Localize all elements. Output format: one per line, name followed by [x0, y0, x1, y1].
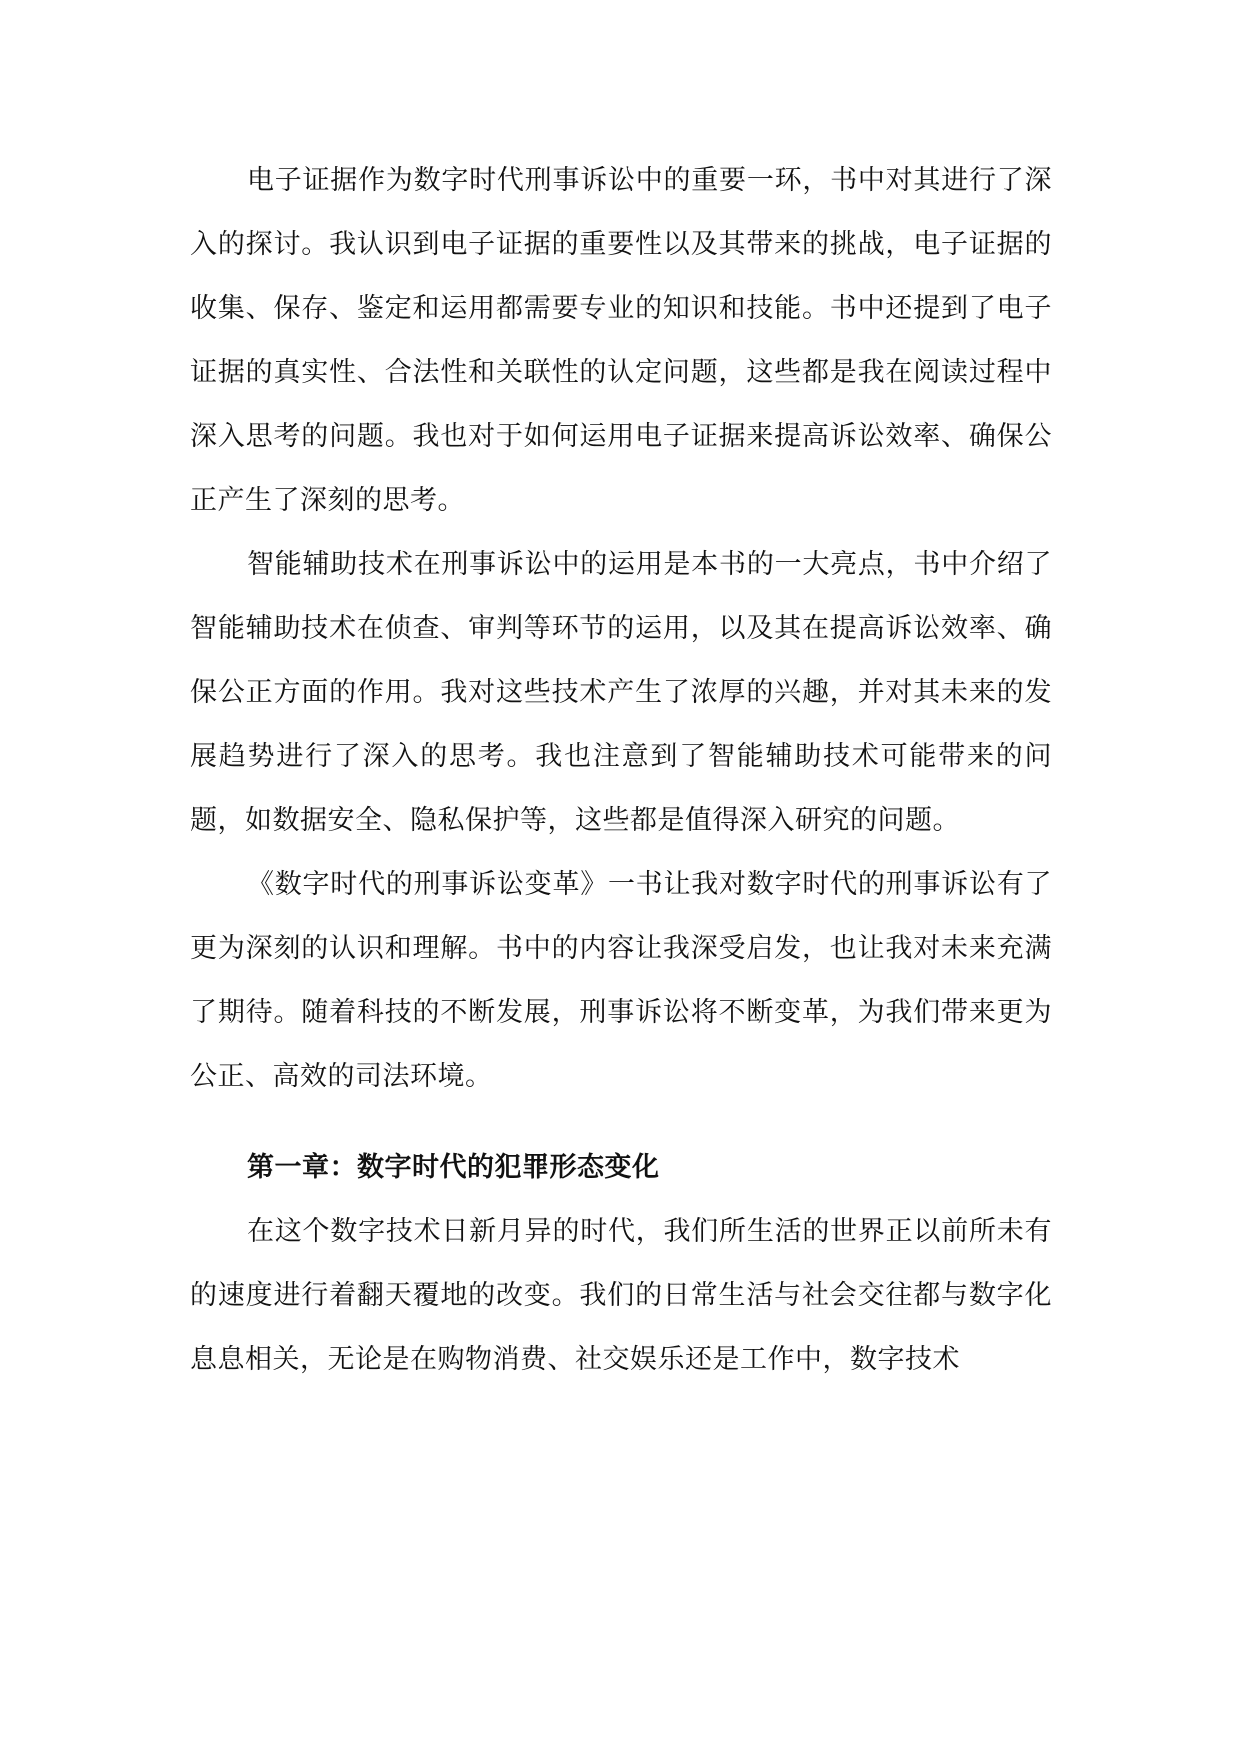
paragraph-chapter-intro: 在这个数字技术日新月异的时代，我们所生活的世界正以前所未有的速度进行着翻天覆地的改变。我们的日常生活与社会交往都与数字化息息相关，无论是在购物消费、社交娱乐还是工作中，数字技术 [190, 1216, 1052, 1375]
paragraph-intelligent-assistance: 智能辅助技术在刑事诉讼中的运用是本书的一大亮点，书中介绍了智能辅助技术在侦查、审判等环节的运用，以及其在提高诉讼效率、确保公正方面的作用。我对这些技术产生了浓厚的兴趣，并对其未来的发展趋势进行了深入的思考。我也注意到了智能辅助技术可能带来的问题，如数据安全、隐私保护等，这些都是值得深入研究的问题。 [190, 549, 1052, 836]
document-body [190, 149, 1052, 1392]
paragraph-electronic-evidence: 电子证据作为数字时代刑事诉讼中的重要一环，书中对其进行了深入的探讨。我认识到电子证据的重要性以及其带来的挑战，电子证据的收集、保存、鉴定和运用都需要专业的知识和技能。书中还提到了电子证据的真实性、合法性和关联性的认定问题，这些都是我在阅读过程中深入思考的问题。我也对于如何运用电子证据来提高诉讼效率、确保公正产生了深刻的思考。 [190, 165, 1052, 516]
chapter-heading: 第一章：数字时代的犯罪形态变化 [247, 1152, 660, 1183]
paragraph-book-conclusion: 《数字时代的刑事诉讼变革》一书让我对数字时代的刑事诉讼有了更为深刻的认识和理解。书中的内容让我深受启发，也让我对未来充满了期待。随着科技的不断发展，刑事诉讼将不断变革，为我们带来更为公正、高效的司法环境。 [190, 869, 1052, 1092]
